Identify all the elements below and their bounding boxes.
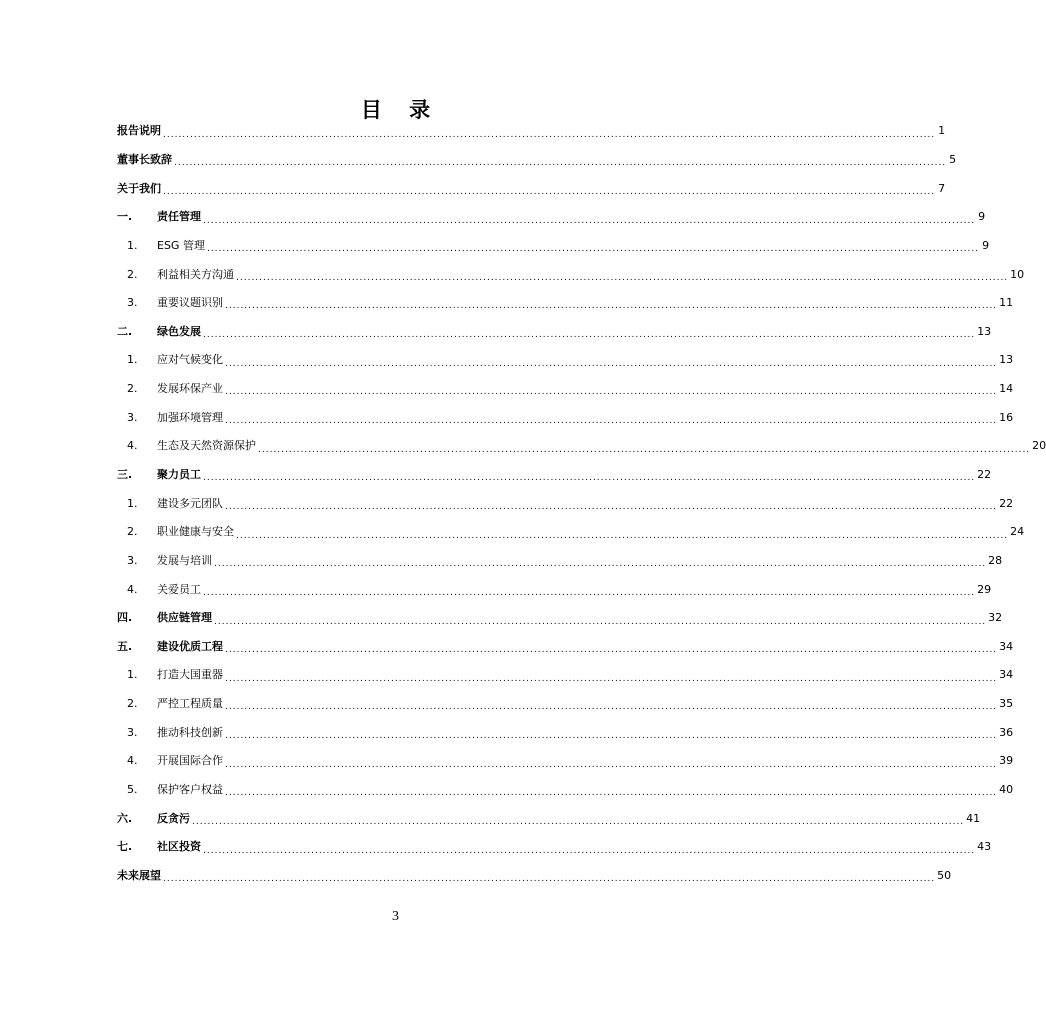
- toc-entry[interactable]: [117, 346, 1014, 375]
- toc-entry[interactable]: [117, 862, 952, 891]
- toc-entry-label: 关爱员工: [157, 582, 201, 596]
- toc-entry-page: 7: [938, 181, 946, 195]
- toc-dot-leader: ........................................................................................................................................................................................................: [203, 845, 976, 856]
- toc-entry-label: 严控工程质量: [157, 697, 223, 711]
- toc-entry-number: 六.: [117, 811, 133, 825]
- toc-entry-page: 13: [999, 353, 1014, 367]
- toc-entry-number: 1.: [127, 496, 138, 510]
- toc-entry-label: 发展环保产业: [157, 382, 223, 396]
- toc-entry-page: 22: [999, 496, 1014, 510]
- toc-entry-label: 推动科技创新: [157, 725, 223, 739]
- toc-entry-number: 1.: [127, 238, 138, 252]
- toc-entry-label: ESG 管理: [157, 238, 205, 252]
- toc-entry[interactable]: [117, 375, 1014, 404]
- toc-entry-number: 5.: [127, 783, 138, 797]
- toc-entry[interactable]: [117, 289, 1014, 318]
- toc-entry[interactable]: [117, 747, 1014, 776]
- toc-entry-number: 2.: [127, 382, 138, 396]
- toc-entry-page: 40: [999, 783, 1014, 797]
- toc-entry[interactable]: [117, 317, 992, 346]
- toc-entry-label: 加强环境管理: [157, 410, 223, 424]
- toc-entry-number: 2.: [127, 525, 138, 539]
- toc-entry[interactable]: [117, 690, 1014, 719]
- toc-dot-leader: ........................................................................................................................................................................................................: [225, 788, 998, 799]
- toc-dot-leader: ........................................................................................................................................................................................................: [225, 387, 998, 398]
- toc-entry-label: 重要议题识别: [157, 296, 223, 310]
- toc-entry-page: 13: [977, 324, 992, 338]
- toc-dot-leader: ........................................................................................................................................................................................................: [236, 272, 1009, 283]
- toc-entry-page: 14: [999, 382, 1014, 396]
- toc-dot-leader: ........................................................................................................................................................................................................: [225, 645, 998, 656]
- toc-entry-page: 36: [999, 725, 1014, 739]
- toc-entry-label: 社区投资: [157, 840, 201, 854]
- toc-entry-number: 二.: [117, 324, 133, 338]
- toc-entry-label: 关于我们: [117, 181, 161, 195]
- toc-entry-page: 39: [999, 754, 1014, 768]
- toc-entry-label: 董事长致辞: [117, 152, 172, 166]
- toc-entry[interactable]: [117, 575, 992, 604]
- toc-dot-leader: ........................................................................................................................................................................................................: [214, 616, 987, 627]
- toc-entry-number: 2.: [127, 697, 138, 711]
- toc-entry-page: 11: [999, 296, 1014, 310]
- toc-entry-number: 3.: [127, 725, 138, 739]
- toc-entry-label: 建设多元团队: [157, 496, 223, 510]
- toc-entry-page: 28: [988, 553, 1003, 567]
- toc-entry-number: 4.: [127, 754, 138, 768]
- toc-dot-leader: ........................................................................................................................................................................................................: [163, 129, 936, 140]
- toc-entry-page: 24: [1010, 525, 1025, 539]
- toc-entry-label: 供应链管理: [157, 611, 212, 625]
- toc-dot-leader: ........................................................................................................................................................................................................: [225, 301, 998, 312]
- toc-dot-leader: ........................................................................................................................................................................................................: [225, 759, 998, 770]
- toc-entry[interactable]: [117, 804, 981, 833]
- toc-entry[interactable]: [117, 833, 992, 862]
- toc-entry-page: 34: [999, 639, 1014, 653]
- toc-entry-number: 1.: [127, 668, 138, 682]
- page-number: 3: [392, 909, 399, 924]
- toc-entry-page: 35: [999, 697, 1014, 711]
- toc-entry[interactable]: [117, 461, 992, 490]
- toc-dot-leader: ........................................................................................................................................................................................................: [225, 358, 998, 369]
- toc-entry-number: 2.: [127, 267, 138, 281]
- toc-entry-number: 3.: [127, 410, 138, 424]
- toc-entry-label: 开展国际合作: [157, 754, 223, 768]
- toc-entry[interactable]: [117, 203, 986, 232]
- toc-entry[interactable]: [117, 403, 1014, 432]
- toc-dot-leader: ........................................................................................................................................................................................................: [174, 158, 947, 169]
- toc-entry-number: 4.: [127, 439, 138, 453]
- toc-dot-leader: ........................................................................................................................................................................................................: [236, 530, 1009, 541]
- toc-entry-number: 3.: [127, 296, 138, 310]
- toc-entry[interactable]: [117, 232, 990, 261]
- toc-entry-label: 保护客户权益: [157, 783, 223, 797]
- toc-entry-number: 1.: [127, 353, 138, 367]
- toc-entry-page: 5: [949, 152, 957, 166]
- toc-dot-leader: ........................................................................................................................................................................................................: [225, 702, 998, 713]
- toc-entry-page: 22: [977, 468, 992, 481]
- toc-entry-label: 打造大国重器: [157, 668, 223, 682]
- toc-entry-page: 32: [988, 611, 1003, 625]
- toc-entry[interactable]: [117, 146, 957, 175]
- toc-entry-label: 聚力员工: [157, 468, 201, 481]
- toc-dot-leader: ........................................................................................................................................................................................................: [192, 817, 965, 828]
- toc-dot-leader: ........................................................................................................................................................................................................: [203, 587, 976, 598]
- toc-entry-label: 职业健康与安全: [157, 525, 234, 539]
- toc-entry-page: 29: [977, 582, 992, 596]
- toc-entry-label: 反贪污: [157, 811, 190, 825]
- toc-entry-label: 未来展望: [117, 868, 161, 882]
- toc-entry-label: 应对气候变化: [157, 353, 223, 367]
- toc-dot-leader: ........................................................................................................................................................................................................: [258, 444, 1031, 455]
- toc-entry[interactable]: [117, 260, 1025, 289]
- toc-entry-label: 绿色发展: [157, 324, 201, 338]
- toc-entry[interactable]: [117, 633, 1014, 662]
- toc-entry[interactable]: [117, 432, 1046, 461]
- toc-entry-page: 34: [999, 668, 1014, 682]
- toc-entry-page: 16: [999, 410, 1014, 424]
- toc-title: 目 录: [360, 98, 441, 122]
- toc-entry-number: 四.: [117, 611, 133, 625]
- toc-entry[interactable]: [117, 604, 1003, 633]
- toc-entry-page: 41: [966, 811, 981, 825]
- toc-entry-number: 4.: [127, 582, 138, 596]
- toc-entry[interactable]: [117, 518, 1025, 547]
- toc-entry-page: 1: [938, 124, 946, 138]
- toc-entry-label: 责任管理: [157, 210, 201, 224]
- toc-entry-page: 10: [1010, 267, 1025, 281]
- toc-dot-leader: ........................................................................................................................................................................................................: [225, 673, 998, 684]
- toc-dot-leader: ........................................................................................................................................................................................................: [225, 416, 998, 427]
- toc-dot-leader: ........................................................................................................................................................................................................: [203, 215, 976, 226]
- toc-entry-page: 43: [977, 840, 992, 854]
- toc-entry[interactable]: [117, 776, 1014, 805]
- toc-dot-leader: ........................................................................................................................................................................................................: [214, 559, 987, 570]
- toc-entry-page: 9: [978, 210, 986, 224]
- toc-entry[interactable]: [117, 718, 1014, 747]
- toc-entry-label: 报告说明: [117, 124, 161, 138]
- toc-entry-number: 五.: [117, 639, 133, 653]
- toc-entry-page: 20: [1032, 439, 1046, 453]
- toc-dot-leader: ........................................................................................................................................................................................................: [225, 731, 998, 742]
- toc-entry-number: 七.: [117, 840, 133, 854]
- toc-entry-label: 利益相关方沟通: [157, 267, 234, 281]
- toc-entry[interactable]: [117, 117, 946, 146]
- toc-entry-label: 发展与培训: [157, 553, 212, 567]
- toc-entry-number: 一.: [117, 210, 133, 224]
- toc-dot-leader: ........................................................................................................................................................................................................: [206, 244, 980, 255]
- toc-entry-page: 9: [982, 238, 990, 252]
- toc-dot-leader: ........................................................................................................................................................................................................: [203, 473, 976, 484]
- toc-dot-leader: ........................................................................................................................................................................................................: [163, 874, 936, 885]
- toc-dot-leader: ........................................................................................................................................................................................................: [163, 186, 936, 197]
- toc-entry-number: 三.: [117, 468, 133, 481]
- toc-entry-page: 50: [937, 868, 952, 882]
- toc-list: [117, 117, 1046, 890]
- toc-entry[interactable]: [117, 489, 1014, 518]
- toc-entry-label: 建设优质工程: [157, 639, 223, 653]
- toc-entry[interactable]: [117, 661, 1014, 690]
- toc-dot-leader: ........................................................................................................................................................................................................: [203, 330, 976, 341]
- toc-entry[interactable]: [117, 547, 1003, 576]
- toc-entry[interactable]: [117, 174, 946, 203]
- toc-entry-label: 生态及天然资源保护: [157, 439, 256, 453]
- toc-entry-number: 3.: [127, 553, 138, 567]
- toc-dot-leader: ........................................................................................................................................................................................................: [225, 501, 998, 512]
